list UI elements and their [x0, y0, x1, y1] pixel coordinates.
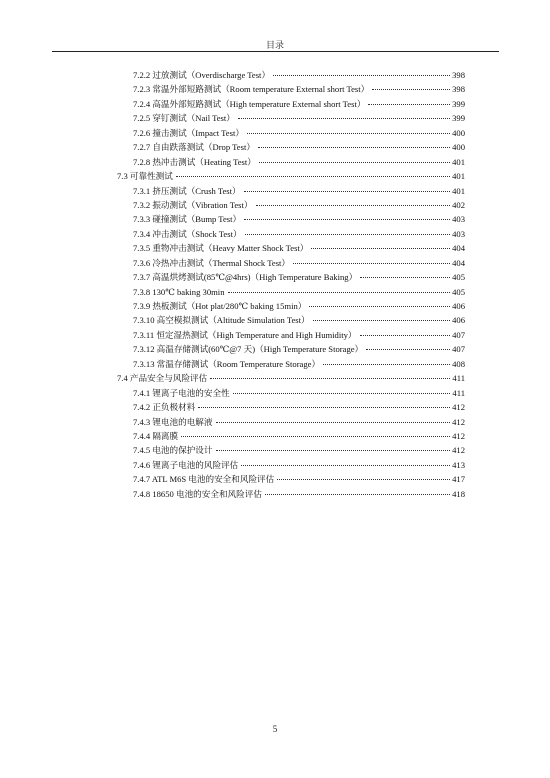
toc-entry-title: 7.2.8 热冲击测试（Heating Test）: [133, 156, 256, 167]
toc-entry-page: 411: [452, 373, 465, 384]
toc-entry-page: 407: [452, 344, 465, 355]
table-of-contents: [0, 68, 550, 501]
toc-entry-title: 7.3.3 碰撞测试（Bump Test）: [133, 214, 242, 225]
toc-entry-page: 401: [452, 171, 465, 182]
toc-dot-leader: [258, 147, 450, 148]
toc-subsection-entry[interactable]: [0, 458, 465, 472]
toc-entry-title: 7.4.2 正负极材料: [133, 402, 196, 413]
toc-subsection-entry[interactable]: [0, 227, 465, 241]
toc-entry-title: 7.4.6 锂离子电池的风险评估: [133, 459, 239, 470]
toc-subsection-entry[interactable]: [0, 140, 465, 154]
toc-entry-page: 418: [452, 488, 465, 499]
toc-entry-title: 7.3.4 冲击测试（Shock Test）: [133, 228, 242, 239]
toc-entry-title: 7.3.11 恒定湿热测试（High Temperature and High Humidity）: [133, 329, 357, 340]
toc-entry-page: 412: [452, 445, 465, 456]
toc-dot-leader: [311, 248, 450, 249]
toc-subsection-entry[interactable]: [0, 270, 465, 284]
toc-entry-page: 406: [452, 315, 465, 326]
toc-dot-leader: [198, 407, 450, 408]
toc-dot-leader: [216, 450, 451, 451]
toc-entry-title: 7.2.4 高温外部短路测试（High temperature External short Test）: [133, 98, 366, 109]
toc-entry-page: 403: [452, 214, 465, 225]
toc-dot-leader: [293, 263, 450, 264]
toc-entry-page: 400: [452, 127, 465, 138]
toc-dot-leader: [238, 118, 450, 119]
toc-entry-title: 7.3.7 高温烘烤测试(85℃@4hrs)（High Temperature Baking）: [133, 272, 358, 283]
toc-dot-leader: [368, 104, 450, 105]
toc-entry-page: 408: [452, 358, 465, 369]
toc-entry-page: 412: [452, 430, 465, 441]
toc-entry-page: 399: [452, 98, 465, 109]
toc-subsection-entry[interactable]: [0, 415, 465, 429]
toc-entry-title: 7.4.3 锂电池的电解液: [133, 416, 213, 427]
page-header-title: 目录: [265, 40, 284, 50]
toc-subsection-entry[interactable]: [0, 198, 465, 212]
toc-entry-page: 413: [452, 459, 465, 470]
toc-entry-page: 398: [452, 70, 465, 80]
toc-subsection-entry[interactable]: [0, 241, 465, 255]
toc-dot-leader: [372, 89, 450, 90]
toc-subsection-entry[interactable]: [0, 342, 465, 356]
toc-dot-leader: [273, 75, 450, 76]
toc-subsection-entry[interactable]: [0, 126, 465, 140]
toc-entry-page: 417: [452, 474, 465, 485]
toc-entry-title: 7.4.4 隔离膜: [133, 430, 179, 441]
toc-subsection-entry[interactable]: [0, 285, 465, 299]
toc-entry-page: 401: [452, 185, 465, 196]
toc-dot-leader: [256, 205, 451, 206]
toc-subsection-entry[interactable]: [0, 400, 465, 414]
toc-entry-title: 7.3.1 挤压测试（Crush Test）: [133, 185, 241, 196]
toc-subsection-entry[interactable]: [0, 155, 465, 169]
toc-dot-leader: [245, 234, 451, 235]
toc-subsection-entry[interactable]: [0, 357, 465, 371]
toc-entry-page: 401: [452, 156, 465, 167]
toc-subsection-entry[interactable]: [0, 68, 465, 82]
toc-subsection-entry[interactable]: [0, 299, 465, 313]
toc-entry-title: 7.3.6 冷热冲击测试（Thermal Shock Test）: [133, 257, 291, 268]
header-rule: [52, 51, 499, 52]
toc-entry-title: 7.4 产品安全与风险评估: [117, 373, 208, 384]
toc-dot-leader: [259, 162, 450, 163]
toc-entry-page: 411: [452, 387, 465, 398]
toc-entry-title: 7.3 可靠性测试: [117, 171, 173, 182]
toc-entry-title: 7.3.10 高空模拟测试（Altitude Simulation Test）: [133, 315, 310, 326]
toc-dot-leader: [241, 465, 450, 466]
toc-entry-page: 404: [452, 243, 465, 254]
toc-dot-leader: [244, 219, 450, 220]
toc-entry-title: 7.3.5 重物冲击测试（Heavy Matter Shock Test）: [133, 243, 309, 254]
toc-entry-title: 7.3.12 高温存储测试(60℃@7 天)（High Temperature Storage）: [133, 344, 364, 355]
page-number: 5: [272, 724, 278, 734]
toc-dot-leader: [176, 176, 450, 177]
toc-entry-title: 7.4.7 ATL M6S 电池的安全和风险评估: [133, 474, 275, 485]
toc-subsection-entry[interactable]: [0, 111, 465, 125]
toc-dot-leader: [244, 191, 450, 192]
toc-entry-title: 7.3.9 热板测试（Hot plat/280℃ baking 15min）: [133, 301, 307, 311]
toc-dot-leader: [366, 349, 450, 350]
toc-dot-leader: [277, 479, 450, 480]
toc-entry-title: 7.2.2 过放测试（Overdischarge Test）: [133, 70, 271, 80]
toc-entry-page: 407: [452, 329, 465, 340]
toc-entry-title: 7.4.5 电池的保护设计: [133, 445, 213, 456]
toc-section-entry[interactable]: [0, 169, 465, 183]
toc-entry-page: 404: [452, 257, 465, 268]
toc-entry-title: 7.2.5 穿钉测试（Nail Test）: [133, 113, 235, 124]
toc-entry-page: 405: [452, 272, 465, 283]
toc-subsection-entry[interactable]: [0, 328, 465, 342]
toc-subsection-entry[interactable]: [0, 256, 465, 270]
toc-dot-leader: [233, 393, 451, 394]
toc-entry-title: 7.3.13 常温存储测试（Room Temperature Storage）: [133, 358, 321, 369]
toc-dot-leader: [309, 306, 450, 307]
toc-subsection-entry[interactable]: [0, 184, 465, 198]
toc-entry-page: 403: [452, 228, 465, 239]
toc-entry-page: 412: [452, 402, 465, 413]
toc-entry-page: 398: [452, 84, 465, 95]
toc-dot-leader: [181, 436, 450, 437]
toc-dot-leader: [210, 378, 450, 379]
toc-dot-leader: [313, 320, 451, 321]
toc-subsection-entry[interactable]: [0, 212, 465, 226]
toc-subsection-entry[interactable]: [0, 313, 465, 327]
toc-entry-page: 405: [452, 286, 465, 297]
toc-subsection-entry[interactable]: [0, 487, 465, 501]
toc-entry-page: 406: [452, 301, 465, 311]
toc-dot-leader: [265, 494, 450, 495]
toc-entry-title: 7.3.8 130℃ baking 30min: [133, 286, 225, 297]
toc-section-entry[interactable]: [0, 371, 465, 385]
toc-dot-leader: [228, 292, 451, 293]
toc-dot-leader: [216, 422, 451, 423]
toc-entry-page: 412: [452, 416, 465, 427]
toc-dot-leader: [360, 277, 450, 278]
toc-subsection-entry[interactable]: [0, 386, 465, 400]
toc-subsection-entry[interactable]: [0, 443, 465, 457]
toc-entry-title: 7.2.6 撞击测试（Impact Test）: [133, 127, 244, 138]
toc-subsection-entry[interactable]: [0, 97, 465, 111]
toc-entry-title: 7.4.1 锂离子电池的安全性: [133, 387, 230, 398]
toc-dot-leader: [247, 133, 450, 134]
toc-subsection-entry[interactable]: [0, 429, 465, 443]
toc-entry-page: 400: [452, 142, 465, 153]
toc-entry-page: 399: [452, 113, 465, 124]
toc-entry-page: 402: [452, 199, 465, 210]
toc-subsection-entry[interactable]: [0, 82, 465, 96]
toc-subsection-entry[interactable]: [0, 472, 465, 486]
toc-dot-leader: [360, 335, 451, 336]
toc-dot-leader: [323, 364, 450, 365]
toc-entry-title: 7.2.7 自由跌落测试（Drop Test）: [133, 142, 255, 153]
toc-entry-title: 7.2.3 常温外部短路测试（Room temperature External short Test）: [133, 84, 370, 95]
toc-entry-title: 7.3.2 振动测试（Vibration Test）: [133, 199, 253, 210]
toc-entry-title: 7.4.8 18650 电池的安全和风险评估: [133, 488, 262, 499]
